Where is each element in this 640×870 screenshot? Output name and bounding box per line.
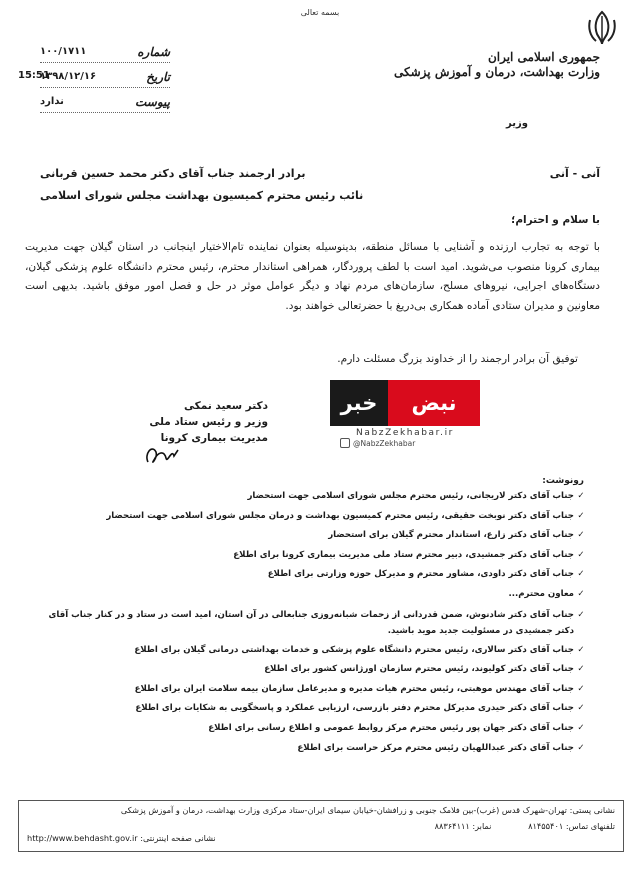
watermark-handle-text: @NabzZekhabar <box>353 438 416 448</box>
copy-item <box>28 526 588 546</box>
signatory-block <box>149 398 268 446</box>
footer-box <box>18 800 624 852</box>
watermark-brand-black: خبر <box>330 380 388 426</box>
copy-item <box>28 487 588 507</box>
salutation: با سلام و احترام؛ <box>511 214 600 226</box>
copy-item <box>28 565 588 585</box>
copy-item <box>28 719 588 739</box>
check-mark-icon: ✓ <box>577 664 585 675</box>
check-mark-icon: ✓ <box>577 588 585 599</box>
copy-item-text: جناب آقای دکتر زارع، استاندار محترم گیلان برای استحضار <box>328 530 574 541</box>
footer-phone: تلفنهای تماس: ۸۱۴۵۵۴۰۱ <box>528 821 615 831</box>
copy-item <box>28 546 588 566</box>
check-mark-icon: ✓ <box>577 549 585 560</box>
letter-body: با توجه به تجارب ارزنده و آشنایی با مسائل منطقه، بدینوسیله بعنوان نماینده تام‌الاختیار اینجانب در استان گیلان جهت مدیریت بیماری کرونا منصوب می‌شوید. امید است با لطف پروردگار، همراهی استاندار محترم، رئیس محترم دانشگاه علوم پزشکی گیلان، دستگاه‌های اجرایی، نیروهای مسلح، سازمان‌های مردم نهاد و دیگر عوامل موثر در حل و فصل امور موفق باشید. بدیهی است معاونین و مدیران ستادی آماده همکاری بی‌دریغ با حضرتعالی خواهند بود. <box>25 241 600 312</box>
addressee-block <box>40 163 600 207</box>
check-mark-icon: ✓ <box>577 569 585 580</box>
watermark-logo <box>330 380 480 448</box>
handwritten-signature <box>140 440 200 470</box>
ministry-line-ministry: وزارت بهداشت، درمان و آموزش پزشکی <box>394 65 600 79</box>
meta-attachment-value: ندارد <box>40 96 64 107</box>
copy-item-text: جناب آقای دکتر جمشیدی، دبیر محترم ستاد ملی مدیریت بیماری کرونا برای اطلاع <box>233 549 574 560</box>
copy-item-text: جناب آقای مهندس موهبتی، رئیس محترم هیات مدیره و مدیرعامل سازمان بیمه سلامت ایران برای اطلاع <box>134 683 574 694</box>
addressee-title: نائب رئیس محترم کمیسیون بهداشت مجلس شورای اسلامی <box>40 189 364 202</box>
copy-item-text: جناب آقای دکتر لاریجانی، رئیس محترم مجلس شورای اسلامی جهت استحضار <box>247 491 574 501</box>
letter-closing: توفیق آن برادر ارجمند را از خداوند بزرگ مسئلت دارم. <box>337 353 578 365</box>
footer-website[interactable]: نشانی صفحه اینترنتی: http://www.behdasht.gov.ir <box>27 833 216 843</box>
check-mark-icon: ✓ <box>577 683 585 694</box>
meta-number-row <box>40 40 170 63</box>
footer-contact <box>401 821 615 831</box>
copy-item-text: جناب آقای دکتر عبداللهیان رئیس محترم مرکز حراست برای اطلاع <box>297 742 574 753</box>
minister-label: وزیر <box>506 118 528 129</box>
signatory-title-2: مدیریت بیماری کرونا <box>160 432 268 444</box>
watermark-url: NabzZekhabar.ir <box>356 428 454 438</box>
copy-item-text: جناب آقای دکتر حیدری مدیرکل محترم دفتر بازرسی، ارزیابی عملکرد و پاسخگویی به شکایات برای اطلاع <box>135 703 574 714</box>
bismillah-heading: بسمه تعالی <box>300 8 340 17</box>
footer-fax: نمابر: ۸۸۳۶۴۱۱۱ <box>434 821 492 831</box>
meta-date-value: ۱۳۹۸/۱۲/۱۶ <box>40 71 97 82</box>
time-stamp: 15:51 <box>18 70 50 81</box>
check-mark-icon: ✓ <box>577 644 585 655</box>
check-mark-icon: ✓ <box>577 609 585 620</box>
check-mark-icon: ✓ <box>577 530 585 541</box>
urgency-label: آنی - آنی <box>549 167 600 180</box>
check-mark-icon: ✓ <box>577 491 585 501</box>
watermark-brand <box>330 380 480 426</box>
copy-item-text: جناب آقای دکتر جهان پور رئیس محترم مرکز روابط عمومی و اطلاع رسانی برای اطلاع <box>208 722 574 733</box>
meta-date-label: تاریخ <box>146 70 170 84</box>
copy-item <box>28 699 588 719</box>
copy-item <box>28 739 588 759</box>
letter-meta <box>40 40 170 115</box>
addressee-name: برادر ارجمند جناب آقای دکتر محمد حسین قربانی <box>40 167 306 180</box>
copies-list <box>28 487 588 758</box>
copy-item-text: جناب آقای دکتر کولیوند، رئیس محترم سازمان اورژانس کشور برای اطلاع <box>264 664 574 675</box>
check-mark-icon: ✓ <box>577 510 585 521</box>
copy-item-text: جناب آقای دکتر سالاری، رئیس محترم دانشگاه علوم پزشکی و خدمات بهداشتی درمانی گیلان برای اطلاع <box>134 644 574 655</box>
check-mark-icon: ✓ <box>577 703 585 714</box>
ministry-name <box>394 50 600 80</box>
footer-address: نشانی پستی: تهران-شهرک قدس (غرب)-بین فلامک جنوبی و زرافشان-خیابان سیمای ایران-ستاد مرکزی وزارت بهداشت، درمان و آموزش پزشکی <box>120 805 615 815</box>
copies-title: رونوشت: <box>542 476 584 486</box>
copy-item-text: جناب آقای دکتر شادنوش، ضمن قدردانی از زحمات شبانه‌روزی جنابعالی در آن استان، امید است در ستاد و در کنار جناب آقای دکتر جمشیدی در مسئولیت جدید موید باشید. <box>48 609 574 636</box>
instagram-icon <box>340 438 350 448</box>
copy-item <box>28 585 588 605</box>
meta-date-row <box>40 65 170 88</box>
copy-item-text: جناب آقای دکتر داودی، مشاور محترم و مدیرکل حوزه وزارتی برای اطلاع <box>267 569 574 580</box>
copy-item-text: جناب آقای دکتر نوبخت حقیقی، رئیس محترم کمیسیون بهداشت و درمان مجلس شورای اسلامی جهت استحضار <box>106 510 574 521</box>
meta-attachment-label: پیوست <box>135 95 170 109</box>
iran-emblem-icon <box>582 8 622 48</box>
copy-item <box>28 605 588 641</box>
meta-attachment-row <box>40 90 170 113</box>
copy-item <box>28 641 588 661</box>
signatory-name: دکتر سعید نمکی <box>184 400 268 412</box>
copy-item <box>28 660 588 680</box>
meta-number-label: شماره <box>137 45 170 59</box>
ministry-line-country: جمهوری اسلامی ایران <box>487 50 600 64</box>
check-mark-icon: ✓ <box>577 722 585 733</box>
watermark-handle <box>340 438 480 448</box>
check-mark-icon: ✓ <box>577 742 585 753</box>
watermark-brand-red: نبض <box>388 380 480 426</box>
copy-item-text: معاون محترم... <box>508 588 574 599</box>
meta-number-value: ۱۰۰/۱۷۱۱ <box>40 46 87 57</box>
signatory-title-1: وزیر و رئیس ستاد ملی <box>149 416 268 428</box>
copy-item <box>28 680 588 700</box>
copy-item <box>28 507 588 527</box>
